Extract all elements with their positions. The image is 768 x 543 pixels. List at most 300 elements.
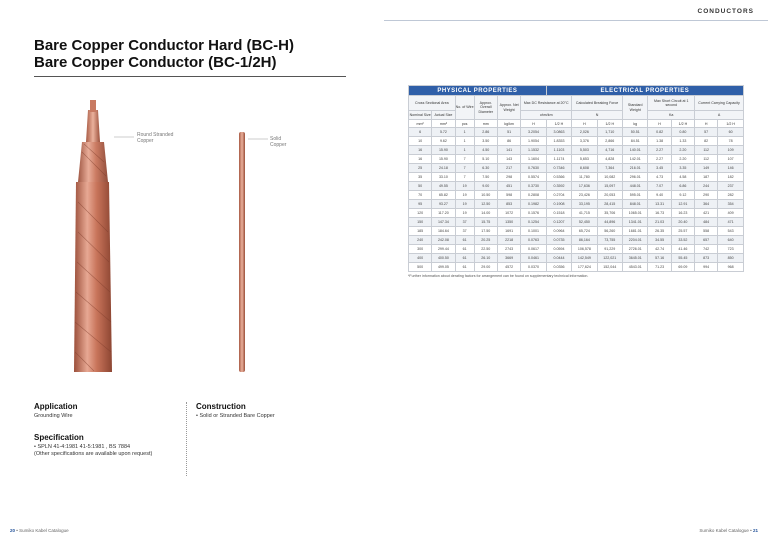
table-cell: 409 — [718, 209, 744, 218]
table-cell: 0.1001 — [521, 227, 547, 236]
table-cell: 9.12 — [671, 191, 694, 200]
table-cell: 55.45 — [671, 254, 694, 263]
table-cell: 1 — [455, 128, 474, 137]
table-cell: 20.25 — [474, 236, 497, 245]
table-cell: 4572 — [497, 263, 520, 272]
table-cell: 848.01 — [623, 200, 648, 209]
table-cell: 0.5574 — [521, 173, 547, 182]
table-cell: 35 — [409, 173, 432, 182]
table-cell: 1 — [455, 146, 474, 155]
table-cell: 1.1604 — [521, 155, 547, 164]
col-no-of-wire: No. of Wire — [455, 96, 474, 120]
table-cell: 33.10 — [432, 173, 455, 182]
table-cell: 300 — [409, 245, 432, 254]
table-cell: 9.00 — [474, 182, 497, 191]
sub-ampere: A — [695, 111, 744, 120]
table-cell: 282 — [718, 191, 744, 200]
table-cell: 1.8353 — [546, 137, 571, 146]
title-line-1: Bare Copper Conductor Hard (BC-H) — [34, 37, 295, 54]
unit-cell: H — [521, 120, 547, 128]
table-cell: 2,866 — [597, 137, 622, 146]
table-cell: 57.16 — [648, 254, 671, 263]
top-bar — [0, 0, 768, 22]
table-cell: 23,426 — [572, 191, 597, 200]
table-cell: 0.1518 — [546, 209, 571, 218]
construction-text: • Solid or Stranded Bare Copper — [196, 413, 275, 419]
col-current-capacity: Current Carrying Capacity — [695, 96, 744, 111]
table-cell: 41.46 — [671, 245, 694, 254]
table-cell: 6.86 — [671, 182, 694, 191]
table-cell: 244 — [695, 182, 718, 191]
table-cell: 354 — [718, 200, 744, 209]
properties-table — [408, 85, 744, 278]
table-cell: 142.01 — [623, 155, 648, 164]
table-cell: 15.75 — [474, 218, 497, 227]
table-cell: 184.64 — [432, 227, 455, 236]
table-cell: 73,755 — [597, 236, 622, 245]
col-short-circuit: Max Short Circuit at 1 second — [648, 96, 695, 111]
table-cell: 150 — [409, 218, 432, 227]
table-cell: 29.00 — [474, 263, 497, 272]
col-cross-sectional-area: Cross Sectional Area — [409, 96, 456, 111]
table-cell: 0.1908 — [546, 200, 571, 209]
table-cell: 7.50 — [474, 173, 497, 182]
table-cell: 57 — [695, 128, 718, 137]
table-cell: 33,195 — [572, 200, 597, 209]
table-cell: 0.0444 — [546, 254, 571, 263]
table-cell: 16 — [409, 146, 432, 155]
section-divider — [186, 402, 187, 476]
table-cell: 95 — [409, 200, 432, 209]
table-cell: 16 — [409, 155, 432, 164]
table-cell: 35,706 — [597, 209, 622, 218]
table-cell: 3.35 — [671, 164, 694, 173]
table-row — [409, 128, 744, 137]
table-cell: 93.27 — [432, 200, 455, 209]
specification-line-2: (Other specifications are available upon request) — [34, 451, 153, 457]
page-number-left: 20 — [10, 528, 16, 533]
page-number-right: 21 — [752, 528, 758, 533]
table-cell: 2.20 — [671, 155, 694, 164]
table-cell: 69.09 — [671, 263, 694, 272]
table-cell: 0.0964 — [546, 227, 571, 236]
col-standard-weight: Standard Weight — [623, 96, 648, 120]
table-row — [409, 227, 744, 236]
table-row — [409, 146, 744, 155]
table-cell: 51 — [497, 128, 520, 137]
table-cell: 3.50 — [474, 137, 497, 146]
application-heading: Application — [34, 402, 78, 411]
table-row — [409, 236, 744, 245]
table-cell: 4.50 — [474, 146, 497, 155]
table-cell: 70 — [409, 191, 432, 200]
table-cell: 400.50 — [432, 254, 455, 263]
table-cell: 0.3592 — [546, 182, 571, 191]
table-cell: 9.62 — [432, 137, 455, 146]
table-cell: 1691 — [497, 227, 520, 236]
table-cell: 37 — [455, 227, 474, 236]
table-cell: 86,164 — [572, 236, 597, 245]
table-cell: 49.55 — [432, 182, 455, 191]
table-cell: 0.7346 — [546, 164, 571, 173]
table-cell: 28,415 — [597, 200, 622, 209]
table-cell: 1.38 — [648, 137, 671, 146]
table-cell: 499.05 — [432, 263, 455, 272]
table-cell: 37 — [455, 218, 474, 227]
application-text: Grounding Wire — [34, 413, 73, 419]
solid-label-line-1: Solid — [270, 136, 282, 142]
table-row — [409, 173, 744, 182]
table-cell: 2743 — [497, 245, 520, 254]
table-cell: 4.58 — [671, 173, 694, 182]
table-cell: 10 — [409, 137, 432, 146]
unit-cell: mm² — [409, 120, 432, 128]
table-footnote: *Further information about derating factors for arrangement can be found on supplementary technical information. — [408, 274, 589, 278]
table-row — [409, 164, 744, 173]
table-cell: 146 — [718, 164, 744, 173]
table-cell: 451 — [497, 182, 520, 191]
table-cell: 0.0735 — [546, 236, 571, 245]
table-cell: 3.45 — [648, 164, 671, 173]
table-cell: 0.7630 — [521, 164, 547, 173]
table-cell: 11,780 — [572, 173, 597, 182]
table-cell: 14.00 — [474, 209, 497, 218]
table-cell: 598 — [497, 191, 520, 200]
table-cell: 290 — [695, 191, 718, 200]
table-cell: 1350 — [497, 218, 520, 227]
table-cell: 850 — [718, 254, 744, 263]
table-cell: 19 — [455, 191, 474, 200]
col-breaking-force: Calculated Breaking Force — [572, 96, 623, 111]
table-cell: 182 — [718, 173, 744, 182]
table-cell: 84.51 — [623, 137, 648, 146]
unit-cell: H — [572, 120, 597, 128]
page-title — [34, 37, 294, 71]
table-cell: 0.1254 — [521, 218, 547, 227]
table-cell: 216.01 — [623, 164, 648, 173]
unit-cell: H — [695, 120, 718, 128]
table-row — [409, 155, 744, 164]
unit-cell: 1/2 H — [718, 120, 744, 128]
table-cell: 0.3730 — [521, 182, 547, 191]
round-label-line-1: Round Stranded — [137, 132, 174, 138]
table-cell: 20.40 — [671, 218, 694, 227]
table-cell: 4,716 — [597, 146, 622, 155]
table-cell: 15.90 — [432, 146, 455, 155]
table-cell: 1681.01 — [623, 227, 648, 236]
table-cell: 0.5366 — [546, 173, 571, 182]
table-cell: 44,896 — [597, 218, 622, 227]
table-cell: 185 — [409, 227, 432, 236]
table-cell: 26.10 — [474, 254, 497, 263]
table-cell: 19 — [455, 209, 474, 218]
table-cell: 15.90 — [432, 155, 455, 164]
table-cell: 142,549 — [572, 254, 597, 263]
table-cell: 0.0461 — [521, 254, 547, 263]
table-cell: 5.10 — [474, 155, 497, 164]
table-cell: 237 — [718, 182, 744, 191]
table-cell: 147.34 — [432, 218, 455, 227]
table-cell: 0.2808 — [521, 191, 547, 200]
table-cell: 42.74 — [648, 245, 671, 254]
table-cell: 61 — [455, 254, 474, 263]
specification-heading: Specification — [34, 433, 84, 442]
table-cell: 24.18 — [432, 164, 455, 173]
table-cell: 4.73 — [648, 173, 671, 182]
table-cell: 0.1576 — [521, 209, 547, 218]
unit-cell: kg/km — [497, 120, 520, 128]
table-row — [409, 191, 744, 200]
table-cell: 19 — [455, 200, 474, 209]
table-cell: 4543.01 — [623, 263, 648, 272]
title-line-2: Bare Copper Conductor (BC-1/2H) — [34, 54, 277, 71]
table-cell: 1.1532 — [521, 146, 547, 155]
table-cell: 12.50 — [474, 200, 497, 209]
physical-properties-header: PHYSICAL PROPERTIES — [409, 86, 547, 96]
table-cell: 1,710 — [597, 128, 622, 137]
table-cell: 3.2054 — [521, 128, 547, 137]
table-cell: 500 — [409, 263, 432, 272]
table-cell: 26.35 — [648, 227, 671, 236]
col-net-weight: Approx. Net Weight — [497, 96, 520, 120]
table-cell: 299.44 — [432, 245, 455, 254]
table-cell: 60 — [718, 128, 744, 137]
table-row — [409, 263, 744, 272]
table-cell: 5,653 — [572, 155, 597, 164]
table-cell: 22.50 — [474, 245, 497, 254]
table-cell: 33.52 — [671, 236, 694, 245]
title-divider — [34, 76, 346, 77]
table-cell: 4,828 — [597, 155, 622, 164]
table-cell: 2204.01 — [623, 236, 648, 245]
table-cell: 3669 — [497, 254, 520, 263]
table-cell: 41,715 — [572, 209, 597, 218]
table-cell: 2726.01 — [623, 245, 648, 254]
table-cell: 65.82 — [432, 191, 455, 200]
unit-cell: H — [648, 120, 671, 128]
table-row — [409, 200, 744, 209]
footer-right-text: Sumiko Kabel Catalogue • — [699, 528, 752, 533]
table-cell: 8,608 — [572, 164, 597, 173]
table-cell: 853 — [497, 200, 520, 209]
table-row — [409, 137, 744, 146]
table-cell: 0.0617 — [521, 245, 547, 254]
table-cell: 34.55 — [648, 236, 671, 245]
table-cell: 240 — [409, 236, 432, 245]
table-cell: 5,503 — [572, 146, 597, 155]
table-cell: 968 — [718, 263, 744, 272]
table-cell: 994 — [695, 263, 718, 272]
construction-heading: Construction — [196, 402, 246, 411]
table-cell: 112 — [695, 155, 718, 164]
table-cell: 17.50 — [474, 227, 497, 236]
table-cell: 117.20 — [432, 209, 455, 218]
table-cell: 3.0863 — [546, 128, 571, 137]
table-cell: 50 — [409, 182, 432, 191]
table-cell: 25 — [409, 164, 432, 173]
table-cell: 65,724 — [572, 227, 597, 236]
table-cell: 595.01 — [623, 191, 648, 200]
footer-left — [10, 528, 69, 533]
table-cell: 86 — [497, 137, 520, 146]
table-cell: 1.1174 — [546, 155, 571, 164]
table-cell: 296.01 — [623, 173, 648, 182]
table-cell: 657 — [695, 236, 718, 245]
unit-cell: 1/2 H — [546, 120, 571, 128]
table-cell: 543 — [718, 227, 744, 236]
round-label-line-2: Copper — [137, 138, 154, 144]
table-cell: 484 — [695, 218, 718, 227]
table-cell: 122,021 — [597, 254, 622, 263]
table-cell: 0.0594 — [546, 245, 571, 254]
solid-label-line-2: Copper — [270, 142, 287, 148]
table-cell: 82 — [695, 137, 718, 146]
table-cell: 421 — [695, 209, 718, 218]
table-cell: 1 — [455, 137, 474, 146]
table-cell: 120 — [409, 209, 432, 218]
table-cell: 3,376 — [572, 137, 597, 146]
table-cell: 10.50 — [474, 191, 497, 200]
table-cell: 78 — [718, 137, 744, 146]
table-cell: 61 — [455, 236, 474, 245]
table-cell: 400 — [409, 254, 432, 263]
table-cell: 107 — [718, 155, 744, 164]
col-nominal-size: Nominal Size — [409, 111, 432, 120]
table-cell: 2.27 — [648, 155, 671, 164]
table-cell: 873 — [695, 254, 718, 263]
table-cell: 6.30 — [474, 164, 497, 173]
table-cell: 640 — [718, 236, 744, 245]
table-row — [409, 182, 744, 191]
table-cell: 0.1982 — [521, 200, 547, 209]
table-cell: 71.23 — [648, 263, 671, 272]
table-cell: 2.86 — [474, 128, 497, 137]
table-cell: 61 — [455, 263, 474, 272]
table-cell: 25.57 — [671, 227, 694, 236]
table-row — [409, 254, 744, 263]
unit-cell: 1/2 H — [597, 120, 622, 128]
table-cell: 1341.01 — [623, 218, 648, 227]
table-cell: 12.91 — [671, 200, 694, 209]
unit-cell: mm — [474, 120, 497, 128]
table-cell: 558 — [695, 227, 718, 236]
footer-left-text: • Sumiko Kabel Catalogue — [16, 528, 69, 533]
conductor-illustration — [34, 82, 354, 382]
table-cell: 742 — [695, 245, 718, 254]
round-stranded-label — [137, 132, 173, 144]
table-cell: 7 — [455, 155, 474, 164]
col-overall-diameter: Approx. Overall Diameter — [474, 96, 497, 120]
table-cell: 91,229 — [597, 245, 622, 254]
table-cell: 13.31 — [648, 200, 671, 209]
top-rule — [384, 20, 768, 21]
unit-cell: pcs — [455, 120, 474, 128]
table-cell: 106,578 — [572, 245, 597, 254]
sub-ka: Ka — [648, 111, 695, 120]
table-cell: 10,082 — [597, 173, 622, 182]
table-cell: 0.80 — [671, 128, 694, 137]
table-cell: 15,097 — [597, 182, 622, 191]
table-cell: 112 — [695, 146, 718, 155]
table-cell: 152,044 — [597, 263, 622, 272]
table-cell: 7,364 — [597, 164, 622, 173]
table-cell: 1.33 — [671, 137, 694, 146]
table-cell: 16.23 — [671, 209, 694, 218]
table-cell: 9.40 — [648, 191, 671, 200]
table-cell: 1.9054 — [521, 137, 547, 146]
table-cell: 242.08 — [432, 236, 455, 245]
solid-copper-rod — [239, 132, 245, 372]
table-row — [409, 209, 744, 218]
table-cell: 52,450 — [572, 218, 597, 227]
table-cell: 1065.01 — [623, 209, 648, 218]
table-cell: 61 — [455, 245, 474, 254]
table-cell: 0.0356 — [546, 263, 571, 272]
unit-cell: kg — [623, 120, 648, 128]
table-cell: 143 — [497, 155, 520, 164]
table-cell: 17,636 — [572, 182, 597, 191]
table-cell: 0.2704 — [546, 191, 571, 200]
catalogue-section-label: CONDUCTORS — [697, 8, 754, 15]
table-cell: 56,260 — [597, 227, 622, 236]
table-cell: 140.01 — [623, 146, 648, 155]
table-cell: 7 — [455, 164, 474, 173]
stranded-copper-bundle — [74, 100, 112, 372]
col-actual-size: Actual Size — [432, 111, 455, 120]
table-row — [409, 245, 744, 254]
footer-right — [699, 528, 758, 533]
table-cell: 141 — [497, 146, 520, 155]
table-body — [409, 128, 744, 272]
table-cell: 109 — [718, 146, 744, 155]
table-cell: 2.27 — [648, 146, 671, 155]
specification-line-1: • SPLN 41-4:1981 41-5:1981 , BS 7884 — [34, 444, 131, 450]
table-cell: 21.03 — [648, 218, 671, 227]
table-cell: 7.07 — [648, 182, 671, 191]
table-cell: 149 — [695, 164, 718, 173]
table-cell: 0.0763 — [521, 236, 547, 245]
table-cell: 448.01 — [623, 182, 648, 191]
table-cell: 1072 — [497, 209, 520, 218]
table-cell: 3645.01 — [623, 254, 648, 263]
table-cell: 298 — [497, 173, 520, 182]
table-cell: 0.1207 — [546, 218, 571, 227]
table-cell: 0.82 — [648, 128, 671, 137]
solid-copper-label — [270, 136, 286, 148]
table-cell: 471 — [718, 218, 744, 227]
unit-cell: mm² — [432, 120, 455, 128]
table-cell: 0.0370 — [521, 263, 547, 272]
table-cell: 20,053 — [597, 191, 622, 200]
table-row — [409, 218, 744, 227]
table-cell: 16.73 — [648, 209, 671, 218]
sub-newton: N — [572, 111, 623, 120]
table-cell: 6 — [409, 128, 432, 137]
table-cell: 7 — [455, 173, 474, 182]
sub-ohm-km: ohm/km — [521, 111, 572, 120]
table-cell: 19 — [455, 182, 474, 191]
specification-text — [34, 444, 152, 458]
table-cell: 177,624 — [572, 263, 597, 272]
table-cell: 2,026 — [572, 128, 597, 137]
col-max-dc-resistance: Max DC Resistance at 20°C — [521, 96, 572, 111]
table-cell: 2218 — [497, 236, 520, 245]
table-cell: 217 — [497, 164, 520, 173]
table-cell: 2.20 — [671, 146, 694, 155]
table-cell: 50.51 — [623, 128, 648, 137]
unit-cell: 1/2 H — [671, 120, 694, 128]
table-cell: 1.1103 — [546, 146, 571, 155]
